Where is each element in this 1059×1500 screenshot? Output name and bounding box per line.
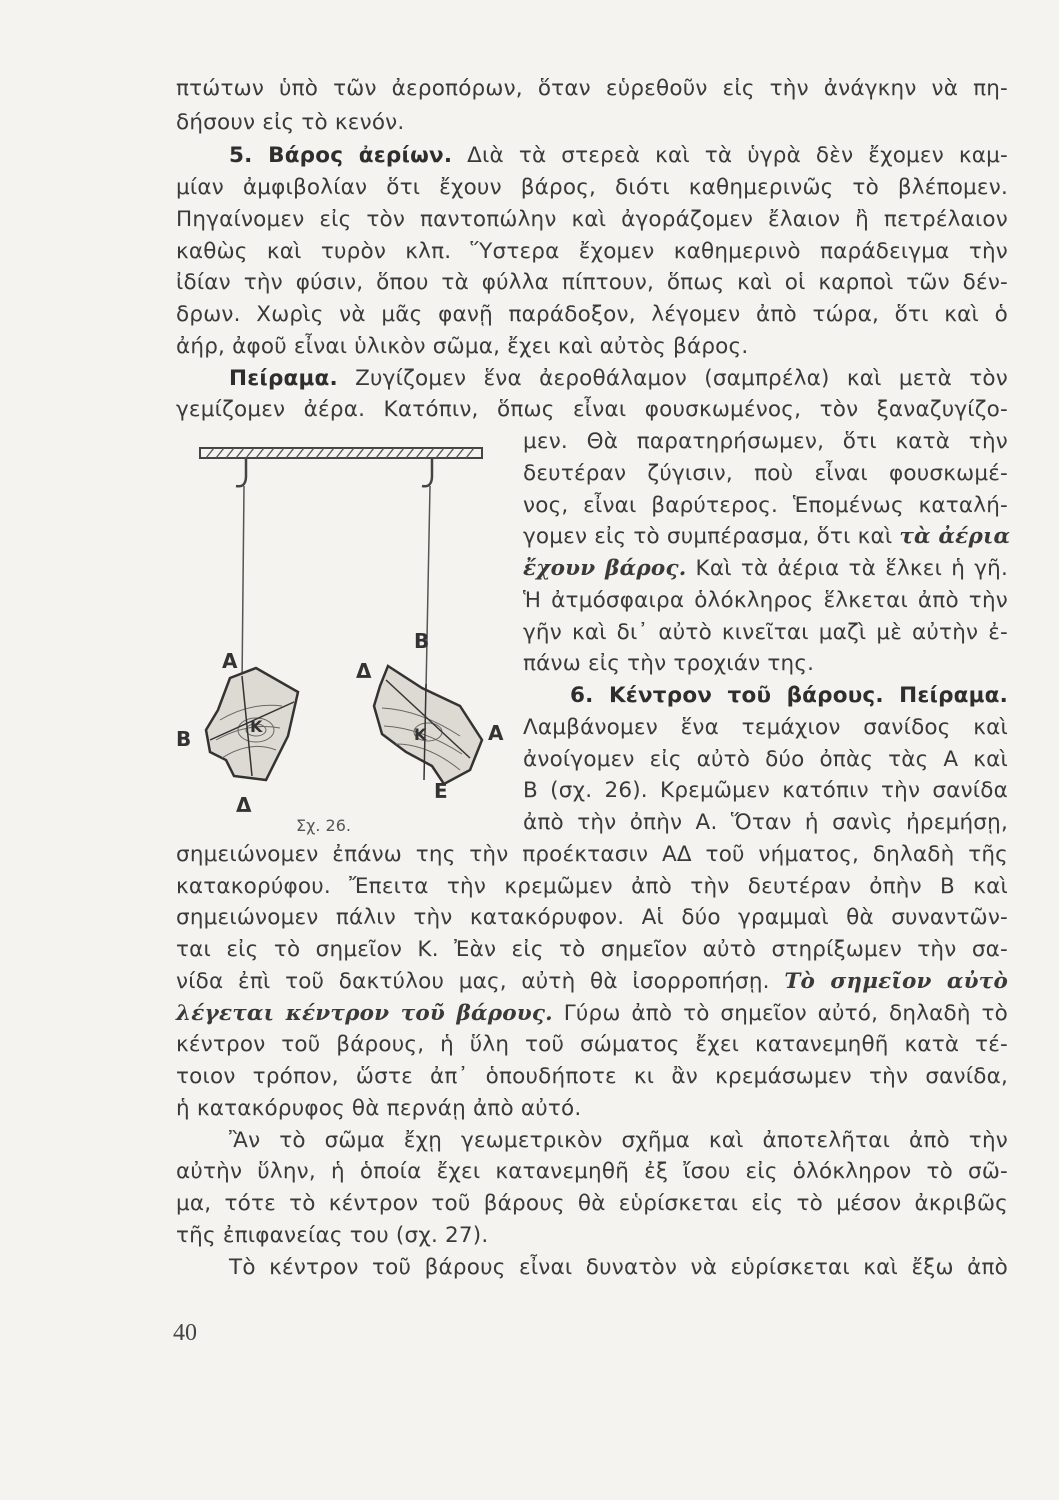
text-line: σημειώνομεν πάλιν τὴν κατακόρυφον. Αἱ δύο γραμμαὶ θὰ συναντῶν- [176, 905, 1008, 930]
text-line: κατακορύφου. Ἔπειτα τὴν κρεμῶμεν ἀπὸ τὴν δευτέραν ὀπὴν Β καὶ [176, 874, 1008, 899]
emphasis-text: λέγεται κέντρον τοῦ βάρους. [176, 1001, 553, 1026]
text-line: νος, εἶναι βαρύτερος. Ἑπομένως καταλή- [523, 493, 1008, 518]
text-line: πτώτων ὑπὸ τῶν ἀεροπόρων, ὅταν εὑρεθοῦν εἰς τὴν ἀνάγκην νὰ πη- [176, 76, 1008, 101]
text-line: γεμίζομεν ἀέρα. Κατόπιν, ὅπως εἶναι φουσκωμένος, τὸν ξαναζυγίζο- [176, 397, 1008, 422]
text-line: ἀήρ, ἀφοῦ εἶναι ὑλικὸν σῶμα, ἔχει καὶ αὐτὸς βάρος. [176, 334, 749, 359]
right-hook [422, 458, 432, 486]
text-run: γομεν εἰς τὸ συμπέρασμα, ὅτι καὶ [523, 524, 900, 549]
page-number: 40 [173, 1320, 197, 1346]
label-k-left: Κ [250, 717, 263, 736]
text-line: μίαν ἀμφιβολίαν ὅτι ἔχουν βάρος, διότι καθημερινῶς τὸ βλέπομεν. [176, 175, 1008, 200]
text-line: Πηγαίνομεν εἰς τὸν παντοπώλην καὶ ἀγοράζομεν ἔλαιον ἢ πετρέλαιον [176, 207, 1008, 232]
text-line: ἰδίαν τὴν φύσιν, ὅπου τὰ φύλλα πίπτουν, ὅπως καὶ οἱ καρποὶ τῶν δέν- [176, 270, 1008, 295]
section-5-heading-line [229, 141, 1008, 171]
section-5-heading: 5. Βάρος ἀερίων. [229, 143, 453, 168]
text-run: νίδα ἐπὶ τοῦ δακτύλου μας, αὐτὴ θὰ ἰσορροπήσῃ. [176, 969, 785, 994]
figure-26-hanging-board [170, 440, 510, 820]
text-line: καθὼς καὶ τυρὸν κλπ. Ὕστερα ἔχομεν καθημερινὸ παράδειγμα τὴν [176, 239, 1008, 264]
text-run: Γύρω ἀπὸ τὸ σημεῖον αὐτό, δηλαδὴ τὸ [552, 1001, 1009, 1026]
label-e-right: Ε [434, 779, 448, 803]
text-line: τῆς ἐπιφανείας του (σχ. 27). [176, 1223, 489, 1248]
emphasis-text: Τὸ σημεῖον αὐτὸ [784, 969, 1009, 994]
text-line [176, 967, 1008, 997]
text-line [523, 522, 1011, 552]
label-b-right: Β [414, 629, 430, 653]
text-line: ἡ κατακόρυφος θὰ περνάῃ ἀπὸ αὐτό. [176, 1096, 582, 1121]
emphasis-text: τὰ ἀέρια [899, 524, 1011, 549]
text-run: Ζυγίζομεν ἕνα ἀεροθάλαμον (σαμπρέλα) καὶ μετὰ τὸν [337, 366, 1008, 391]
text-line: σημειώνομεν ἐπάνω της τὴν προέκτασιν ΑΔ τοῦ νήματος, δηλαδὴ τῆς [176, 842, 1008, 867]
label-b-left: Β [176, 727, 192, 751]
label-d-right: Δ [356, 659, 372, 683]
label-k-right: Κ [414, 725, 427, 744]
section-6-heading: 6. Κέντρον τοῦ βάρους. Πείραμα. [570, 683, 1008, 708]
text-line: γῆν καὶ δι᾽ αὐτὸ κινεῖται μαζὶ μὲ αὐτὴν ἐ- [523, 620, 1008, 645]
text-line: αὐτὴν ὕλην, ἡ ὁποία ἔχει κατανεμηθῆ ἐξ ἴσου εἰς ὁλόκληρον τὸ σῶ- [176, 1159, 1008, 1184]
text-line: δήσουν εἰς τὸ κενόν. [176, 110, 405, 135]
text-line: δρων. Χωρὶς νὰ μᾶς φανῇ παράδοξον, λέγομεν ἀπὸ τώρα, ὅτι καὶ ὁ [176, 302, 1008, 327]
text-run: Καὶ τὰ ἀέρια τὰ ἕλκει ἡ γῆ. [686, 556, 1008, 581]
label-a-left: Α [222, 649, 238, 673]
text-line: μα, τότε τὸ κέντρον τοῦ βάρους θὰ εὑρίσκεται εἰς τὸ μέσον ἀκριβῶς [176, 1191, 1008, 1216]
left-string [242, 486, 244, 685]
text-line: Ἡ ἀτμόσφαιρα ὁλόκληρος ἕλκεται ἀπὸ τὴν [523, 588, 1008, 613]
beam-hatching [206, 448, 474, 458]
emphasis-text: ἔχουν βάρος. [523, 556, 687, 581]
figure-caption: Σχ. 26. [296, 816, 351, 835]
text-line: Τὸ κέντρον τοῦ βάρους εἶναι δυνατὸν νὰ εὑρίσκεται καὶ ἔξω ἀπὸ [229, 1255, 1008, 1280]
text-line: ἀνοίγομεν εἰς αὐτὸ δύο ὀπὰς τὰς Α καὶ [523, 747, 1008, 772]
text-run: Διὰ τὰ στερεὰ καὶ τὰ ὑγρὰ δὲν ἔχομεν καμ- [452, 143, 1008, 168]
text-line [523, 554, 1008, 584]
text-line: τοιον τρόπον, ὥστε ἀπ᾽ ὁπουδήποτε κι ἂν κρεμάσωμεν τὴν σανίδα, [176, 1064, 1008, 1089]
text-line: κέντρον τοῦ βάρους, ἡ ὕλη τοῦ σώματος ἔχει κατανεμηθῆ κατὰ τέ- [176, 1032, 1008, 1057]
text-line [176, 999, 1008, 1029]
left-hook [236, 458, 246, 486]
text-line: πάνω εἰς τὴν τροχιάν της. [523, 651, 815, 676]
text-line: ται εἰς τὸ σημεῖον Κ. Ἐὰν εἰς τὸ σημεῖον αὐτὸ στηρίξωμεν τὴν σα- [176, 937, 1008, 962]
label-a-right: Α [488, 721, 504, 745]
experiment-heading: Πείραμα. [229, 366, 338, 391]
text-line: ἀπὸ τὴν ὀπὴν Α. Ὅταν ἡ σανὶς ἠρεμήσῃ, [523, 810, 1008, 835]
text-line: Λαμβάνομεν ἕνα τεμάχιον σανίδος καὶ [523, 715, 1008, 740]
experiment-heading-line [229, 364, 1008, 394]
text-line: δευτέραν ζύγισιν, ποὺ εἶναι φουσκωμέ- [523, 461, 1008, 486]
right-string [426, 486, 430, 690]
text-line: Β (σχ. 26). Κρεμῶμεν κατόπιν τὴν σανίδα [523, 778, 1008, 803]
text-line: Ἂν τὸ σῶμα ἔχῃ γεωμετρικὸν σχῆμα καὶ ἀποτελῆται ἀπὸ τὴν [229, 1128, 1008, 1153]
label-d-left: Δ [236, 793, 252, 817]
text-line: μεν. Θὰ παρατηρήσωμεν, ὅτι κατὰ τὴν [523, 429, 1008, 454]
